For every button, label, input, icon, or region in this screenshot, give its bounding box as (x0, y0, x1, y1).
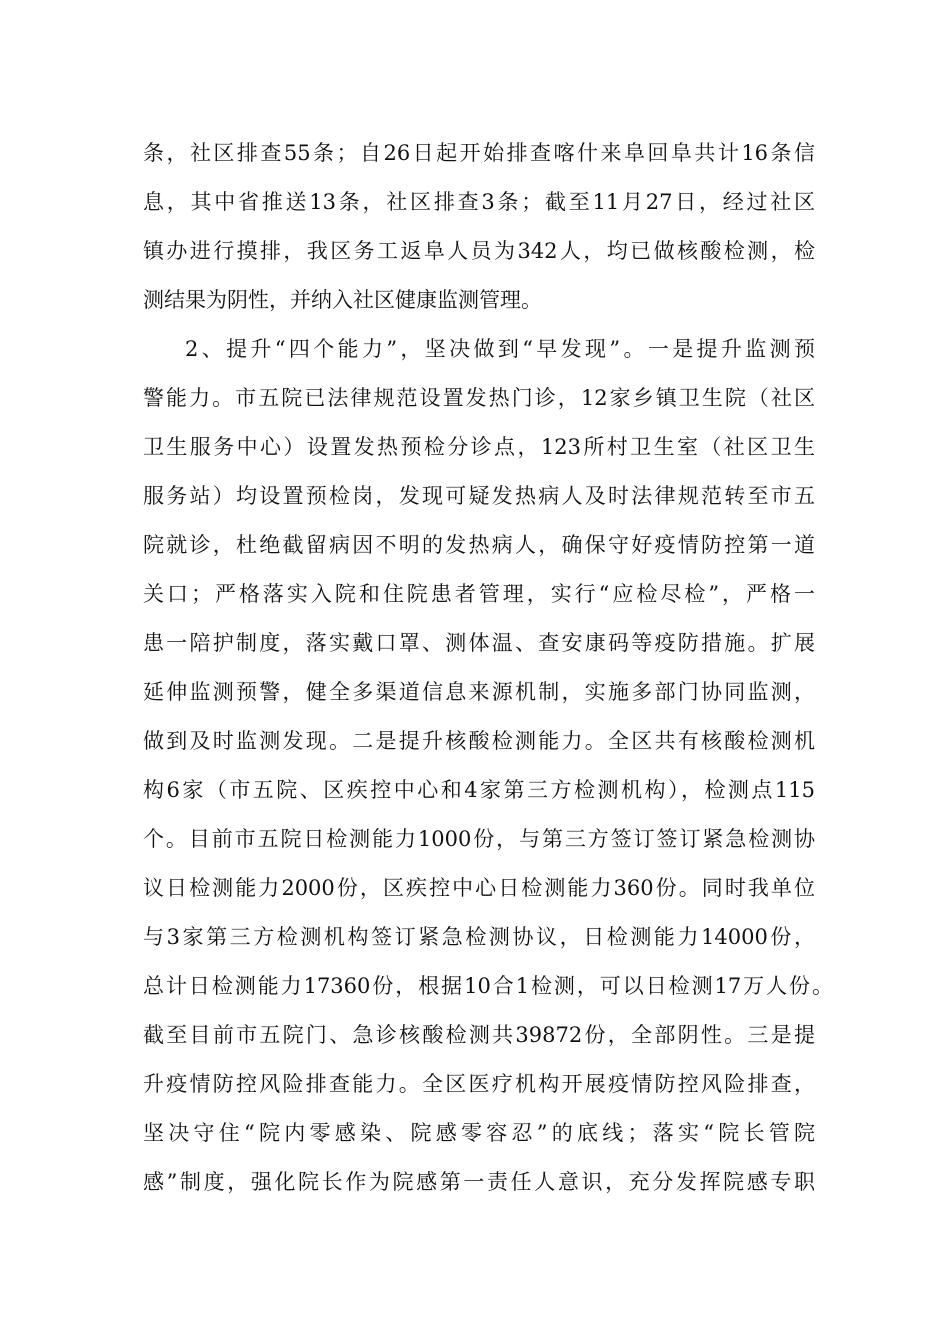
text-line: 延伸监测预警，健全多渠道信息来源机制，实施多部门协同监测， (143, 680, 815, 704)
text-line: 做到及时监测发现。二是提升核酸检测能力。全区共有核酸检测机 (143, 729, 815, 753)
text-line: 感”制度，强化院长作为院感第一责任人意识，充分发挥院感专职 (143, 1170, 815, 1194)
text-line: 患一陪护制度，落实戴口罩、测体温、查安康码等疫防措施。扩展 (143, 631, 815, 655)
text-line: 坚决守住“院内零感染、院感零容忍”的底线；落实“院长管院 (143, 1121, 815, 1145)
text-line: 个。目前市五院日检测能力1000份，与第三方签订签订紧急检测协 (143, 827, 815, 851)
paragraph-first-line: 2、提升“四个能力”，坚决做到“早发现”。一是提升监测预 (185, 337, 815, 361)
text-line: 测结果为阴性，并纳入社区健康监测管理。 (143, 288, 542, 312)
text-line: 院就诊，杜绝截留病因不明的发热病人，确保守好疫情防控第一道 (143, 533, 815, 557)
text-line: 与3家第三方检测机构签订紧急检测协议，日检测能力14000份， (143, 925, 815, 949)
text-line: 构6家（市五院、区疾控中心和4家第三方检测机构），检测点115 (143, 778, 815, 802)
text-line: 镇办进行摸排，我区务工返阜人员为342人，均已做核酸检测，检 (143, 239, 815, 263)
text-line: 警能力。市五院已法律规范设置发热门诊，12家乡镇卫生院（社区 (143, 386, 815, 410)
text-line: 关口；严格落实入院和住院患者管理，实行“应检尽检”，严格一 (143, 582, 815, 606)
text-line: 服务站）均设置预检岗，发现可疑发热病人及时法律规范转至市五 (143, 484, 815, 508)
text-line: 卫生服务中心）设置发热预检分诊点，123所村卫生室（社区卫生 (143, 435, 815, 459)
text-line: 息，其中省推送13条，社区排查3条；截至11月27日，经过社区 (143, 190, 815, 214)
text-line: 议日检测能力2000份，区疾控中心日检测能力360份。同时我单位 (143, 876, 815, 900)
text-line: 总计日检测能力17360份，根据10合1检测，可以日检测17万人份。 (143, 974, 833, 998)
text-line: 升疫情防控风险排查能力。全区医疗机构开展疫情防控风险排查， (143, 1072, 815, 1096)
text-line: 条，社区排查55条；自26日起开始排查喀什来阜回阜共计16条信 (143, 141, 815, 165)
text-line: 截至目前市五院门、急诊核酸检测共39872份，全部阴性。三是提 (143, 1023, 815, 1047)
